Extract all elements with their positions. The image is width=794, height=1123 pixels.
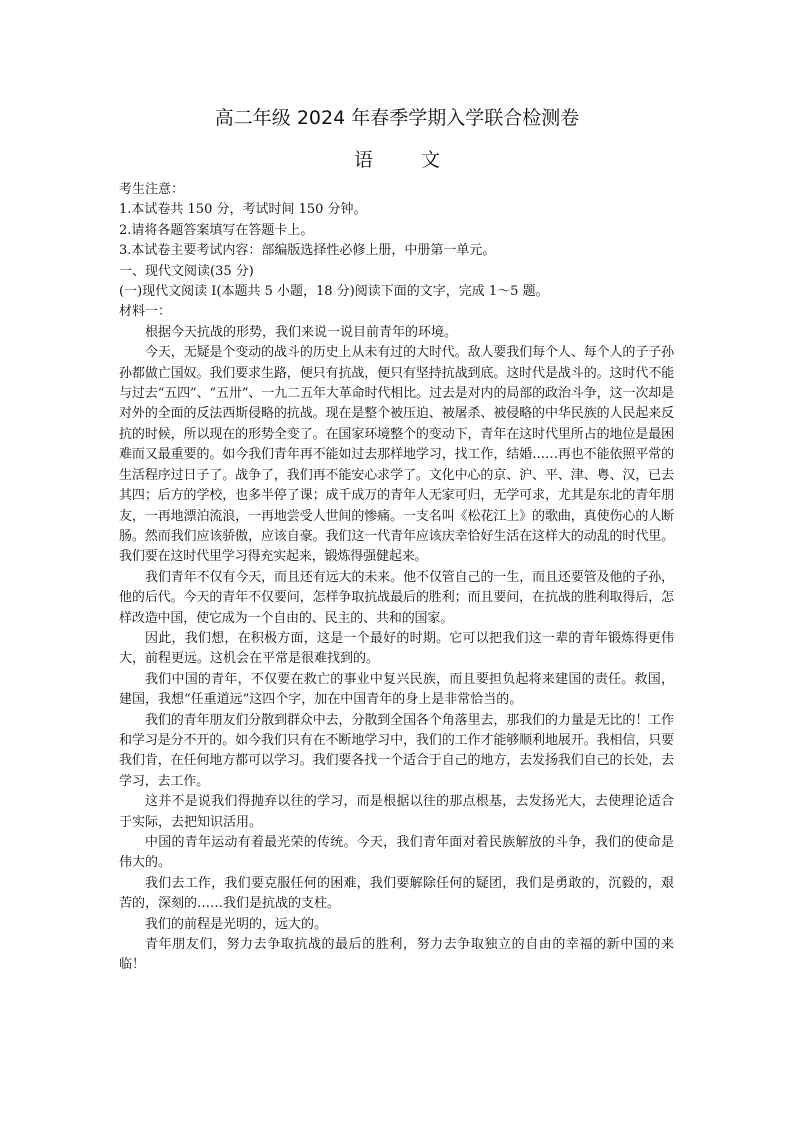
article-paragraph: 因此，我们想，在积极方面，这是一个最好的时期。它可以把我们这一辈的青年锻炼得更伟大，前程更远。这机会在平常是很难找到的。 [119,630,674,667]
article-paragraph: 根据今天抗战的形势，我们来说一说目前青年的环境。 [145,324,458,340]
article-paragraph: 我们的前程是光明的，远大的。 [145,916,328,932]
article-paragraph: 这并不是说我们得抛弃以往的学习，而是根据以往的那点根基，去发扬光大，去使理论适合于实际，去把知识活用。 [119,794,674,830]
article-paragraph: 青年朋友们，努力去争取抗战的最后的胜利，努力去争取独立的自由的幸福的新中国的来临！ [119,937,674,973]
article-paragraph: 我们的青年朋友们分散到群众中去，分散到全国各个角落里去，那我们的力量是无比的！工作和学习是分不开的。如今我们只有在不断地学习中，我们的工作才能够顺利地展开。我相信，只要我们肯，在任何地方都可以学习。我们要各找一个适合于自己的地方，去发扬我们自己的长处，去学习，去工作。 [119,712,674,789]
exam-body [119,180,674,976]
section-subtitle: (一)现代文阅读 I(本题共 5 小题，18 分)阅读下面的文字，完成 1～5 题。 [119,284,549,300]
article-paragraph: 中国的青年运动有着最光荣的传统。今天，我们青年面对着民族解放的斗争，我们的使命是伟大的。 [119,835,674,871]
article-paragraph: 我们去工作，我们要克服任何的困难，我们要解除任何的疑团，我们是勇敢的，沉毅的，艰苦的，深刻的……我们是抗战的支柱。 [119,875,674,912]
material-label: 材料一： [119,304,172,320]
article-paragraph: 我们青年不仅有今天，而且还有远大的未来。他不仅管自己的一生，而且还要管及他的子孙，他的后代。今天的青年不仅要问，怎样争取抗战最后的胜利；而且要问，在抗战的胜利取得后，怎样改造中国，使它成为一个自由的、民主的、共和的国家。 [119,569,674,626]
article-paragraph: 我们中国的青年，不仅要在救亡的事业中复兴民族，而且要担负起将来建国的责任。救国，建国，我想“任重道远”这四个字，加在中国青年的身上是非常恰当的。 [119,671,674,708]
article-paragraph: 今天，无疑是个变动的战斗的历史上从未有过的大时代。敌人要我们每个人、每个人的子子孙孙都做亡国奴。我们要求生路，便只有抗战，便只有坚持抗战到底。这时代是战斗的。这时代不能与过去“五四”、“五卅”、一九二五年大革命时代相比。过去是对内的局部的政治斗争，这一次却是对外的全面的反法西斯侵略的抗战。现在是整个被压迫、被屠杀、被侵略的中华民族的人民起来反抗的时候，所以现在的形势全变了。在国家环境整个的变动下，青年在这时代里所占的地位是最困难而又最重要的。如今我们青年再不能如过去那样地学习，找工作，结婚……再也不能依照平常的生活程序过日子了。战争了，我们再不能安心求学了。文化中心的京、沪、平、津、粤、汉，已去其四；后方的学校，也多半停了课；成千成万的青年人无家可归，无学可求，尤其是东北的青年朋友，一再地漂泊流浪，一再地尝受人世间的惨痛。一支名叫《松花江上》的歌曲，真使伤心的人断肠。然而我们应该骄傲，应该自豪。我们这一代青年应该庆幸恰好生活在这样大的动乱的时代里。我们要在这时代里学习得充实起来，锻炼得强健起来。 [119,345,674,565]
notice-item: 3.本试卷主要考试内容：部编版选择性必修上册，中册第一单元。 [119,243,496,259]
notice-heading: 考生注意： [119,182,185,197]
notice-item: 1.本试卷共 150 分，考试时间 150 分钟。 [119,202,367,218]
exam-title: 高二年级 2024 年春季学期入学联合检测卷 [214,107,580,129]
notice-item: 2.请将各题答案填写在答题卡上。 [119,222,314,238]
section-title: 一、现代文阅读(35 分) [119,263,254,279]
subject-heading: 语文 [353,149,488,171]
